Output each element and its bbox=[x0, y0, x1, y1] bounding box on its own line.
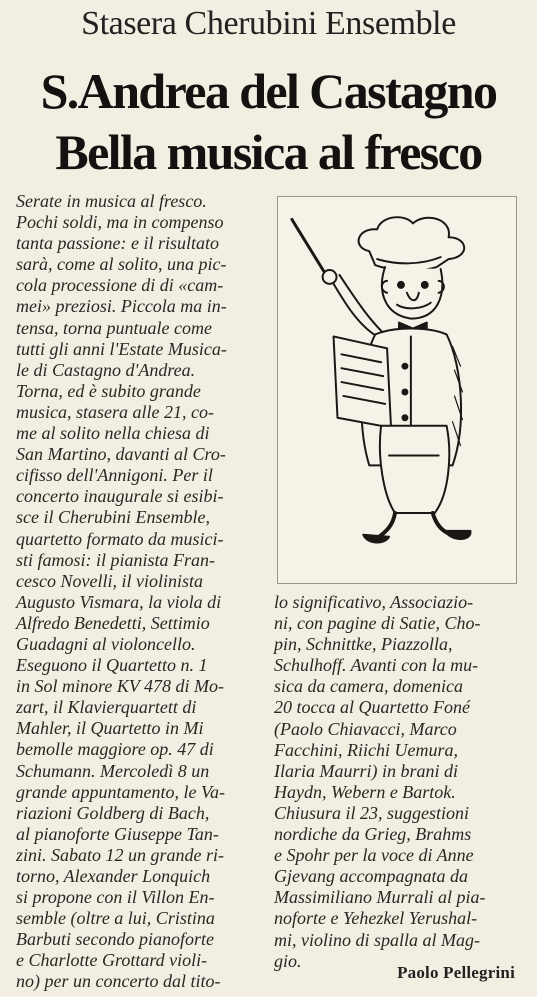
text-line: tensa, torna puntuale come bbox=[16, 317, 212, 338]
text-line: tutti gli anni l'Estate Musica- bbox=[16, 338, 227, 359]
text-line: lo significativo, Associazio- bbox=[274, 592, 474, 612]
text-line: grande appuntamento, le Va- bbox=[16, 781, 225, 802]
text-line: Eseguono il Quartetto n. 1 bbox=[16, 655, 208, 676]
text-line: cesco Novelli, il violinista bbox=[16, 570, 203, 591]
text-line: concerto inaugurale si esibi- bbox=[16, 486, 224, 507]
article-kicker: Stasera Cherubini Ensemble bbox=[81, 5, 456, 42]
text-line: Haydn, Webern e Bartok. bbox=[274, 781, 456, 802]
text-line: pin, Schnittke, Piazzolla, bbox=[274, 634, 453, 655]
text-line: in Sol minore KV 478 di Mo- bbox=[16, 676, 224, 697]
text-line: cifisso dell'Annigoni. Per il bbox=[16, 465, 213, 486]
text-line: Ilaria Maurri) in brani di bbox=[274, 760, 459, 781]
text-line: bemolle maggiore op. 47 di bbox=[16, 739, 214, 760]
text-line: gio. bbox=[274, 950, 302, 971]
text-line: nordiche da Grieg, Brahms bbox=[274, 824, 472, 845]
text-line: torno, Alexander Lonquich bbox=[16, 866, 211, 886]
text-line: 20 tocca al Quartetto Foné bbox=[274, 697, 470, 718]
text-line: Mahler, il Quartetto in Mi bbox=[16, 718, 204, 739]
text-line: sica da camera, domenica bbox=[274, 676, 463, 697]
text-line: e Spohr per la voce di Anne bbox=[274, 845, 474, 866]
text-line: al pianoforte Giuseppe Tan- bbox=[16, 823, 219, 844]
text-line: Augusto Vismara, la viola di bbox=[16, 591, 222, 612]
text-line: Alfredo Benedetti, Settimio bbox=[16, 612, 210, 633]
text-line: Chiusura il 23, suggestioni bbox=[274, 802, 470, 823]
text-line: ni, con pagine di Satie, Cho- bbox=[274, 613, 481, 634]
article-byline: Paolo Pellegrini bbox=[397, 963, 515, 982]
text-line: Schumann. Mercoledì 8 un bbox=[16, 760, 210, 781]
article-column-right bbox=[274, 592, 520, 972]
text-line: mei» preziosi. Piccola ma in- bbox=[16, 296, 227, 317]
text-line: e Charlotte Grottard violi- bbox=[16, 950, 208, 971]
text-line: tanta passione: e il risultato bbox=[16, 233, 220, 254]
text-line: Pochi soldi, ma in compenso bbox=[16, 212, 224, 233]
text-line: quartetto formato da musici- bbox=[16, 528, 224, 549]
headline-line-1: S.Andrea del Castagno bbox=[40, 63, 497, 119]
text-line: Schulhoff. Avanti con la mu- bbox=[274, 655, 479, 676]
text-line: zini. Sabato 12 un grande ri- bbox=[16, 844, 225, 865]
text-line: cola processione di di «cam- bbox=[16, 275, 224, 296]
text-line: mi, violino di spalla al Mag- bbox=[274, 929, 480, 950]
text-line: Massimiliano Murrali al pia- bbox=[274, 887, 486, 908]
text-line: Gjevang accompagnata da bbox=[274, 866, 468, 887]
text-line: me al solito nella chiesa di bbox=[16, 423, 210, 444]
text-line: si propone con il Villon En- bbox=[16, 887, 215, 908]
article-column-left bbox=[16, 191, 259, 993]
text-line: Serate in musica al fresco. bbox=[16, 191, 207, 211]
text-line: riazioni Goldberg di Bach, bbox=[16, 802, 210, 823]
text-line: sarà, come al solito, una pic- bbox=[16, 254, 227, 275]
text-line: (Paolo Chiavacci, Marco bbox=[274, 718, 457, 739]
text-line: le di Castagno d'Andrea. bbox=[16, 359, 196, 380]
text-line: no) per un concerto dal tito- bbox=[16, 971, 221, 992]
text-line: Barbuti secondo pianoforte bbox=[16, 929, 214, 950]
chef-conductor-cartoon-icon bbox=[277, 196, 517, 584]
text-line: noforte e Yehezkel Yerushal- bbox=[274, 908, 478, 929]
text-line: San Martino, davanti al Cro- bbox=[16, 444, 226, 465]
text-line: Torna, ed è subito grande bbox=[16, 380, 201, 401]
text-line: sce il Cherubini Ensemble, bbox=[16, 507, 210, 528]
text-line: Guadagni al violoncello. bbox=[16, 633, 196, 654]
text-line: zart, il Klavierquartett di bbox=[16, 697, 197, 718]
text-line: sti famosi: il pianista Fran- bbox=[16, 549, 216, 570]
text-line: Facchini, Riichi Uemura, bbox=[274, 739, 458, 760]
text-line: musica, stasera alle 21, co- bbox=[16, 401, 214, 422]
text-line: semble (oltre a lui, Cristina bbox=[16, 908, 215, 929]
headline-line-2: Bella musica al fresco bbox=[55, 124, 482, 180]
